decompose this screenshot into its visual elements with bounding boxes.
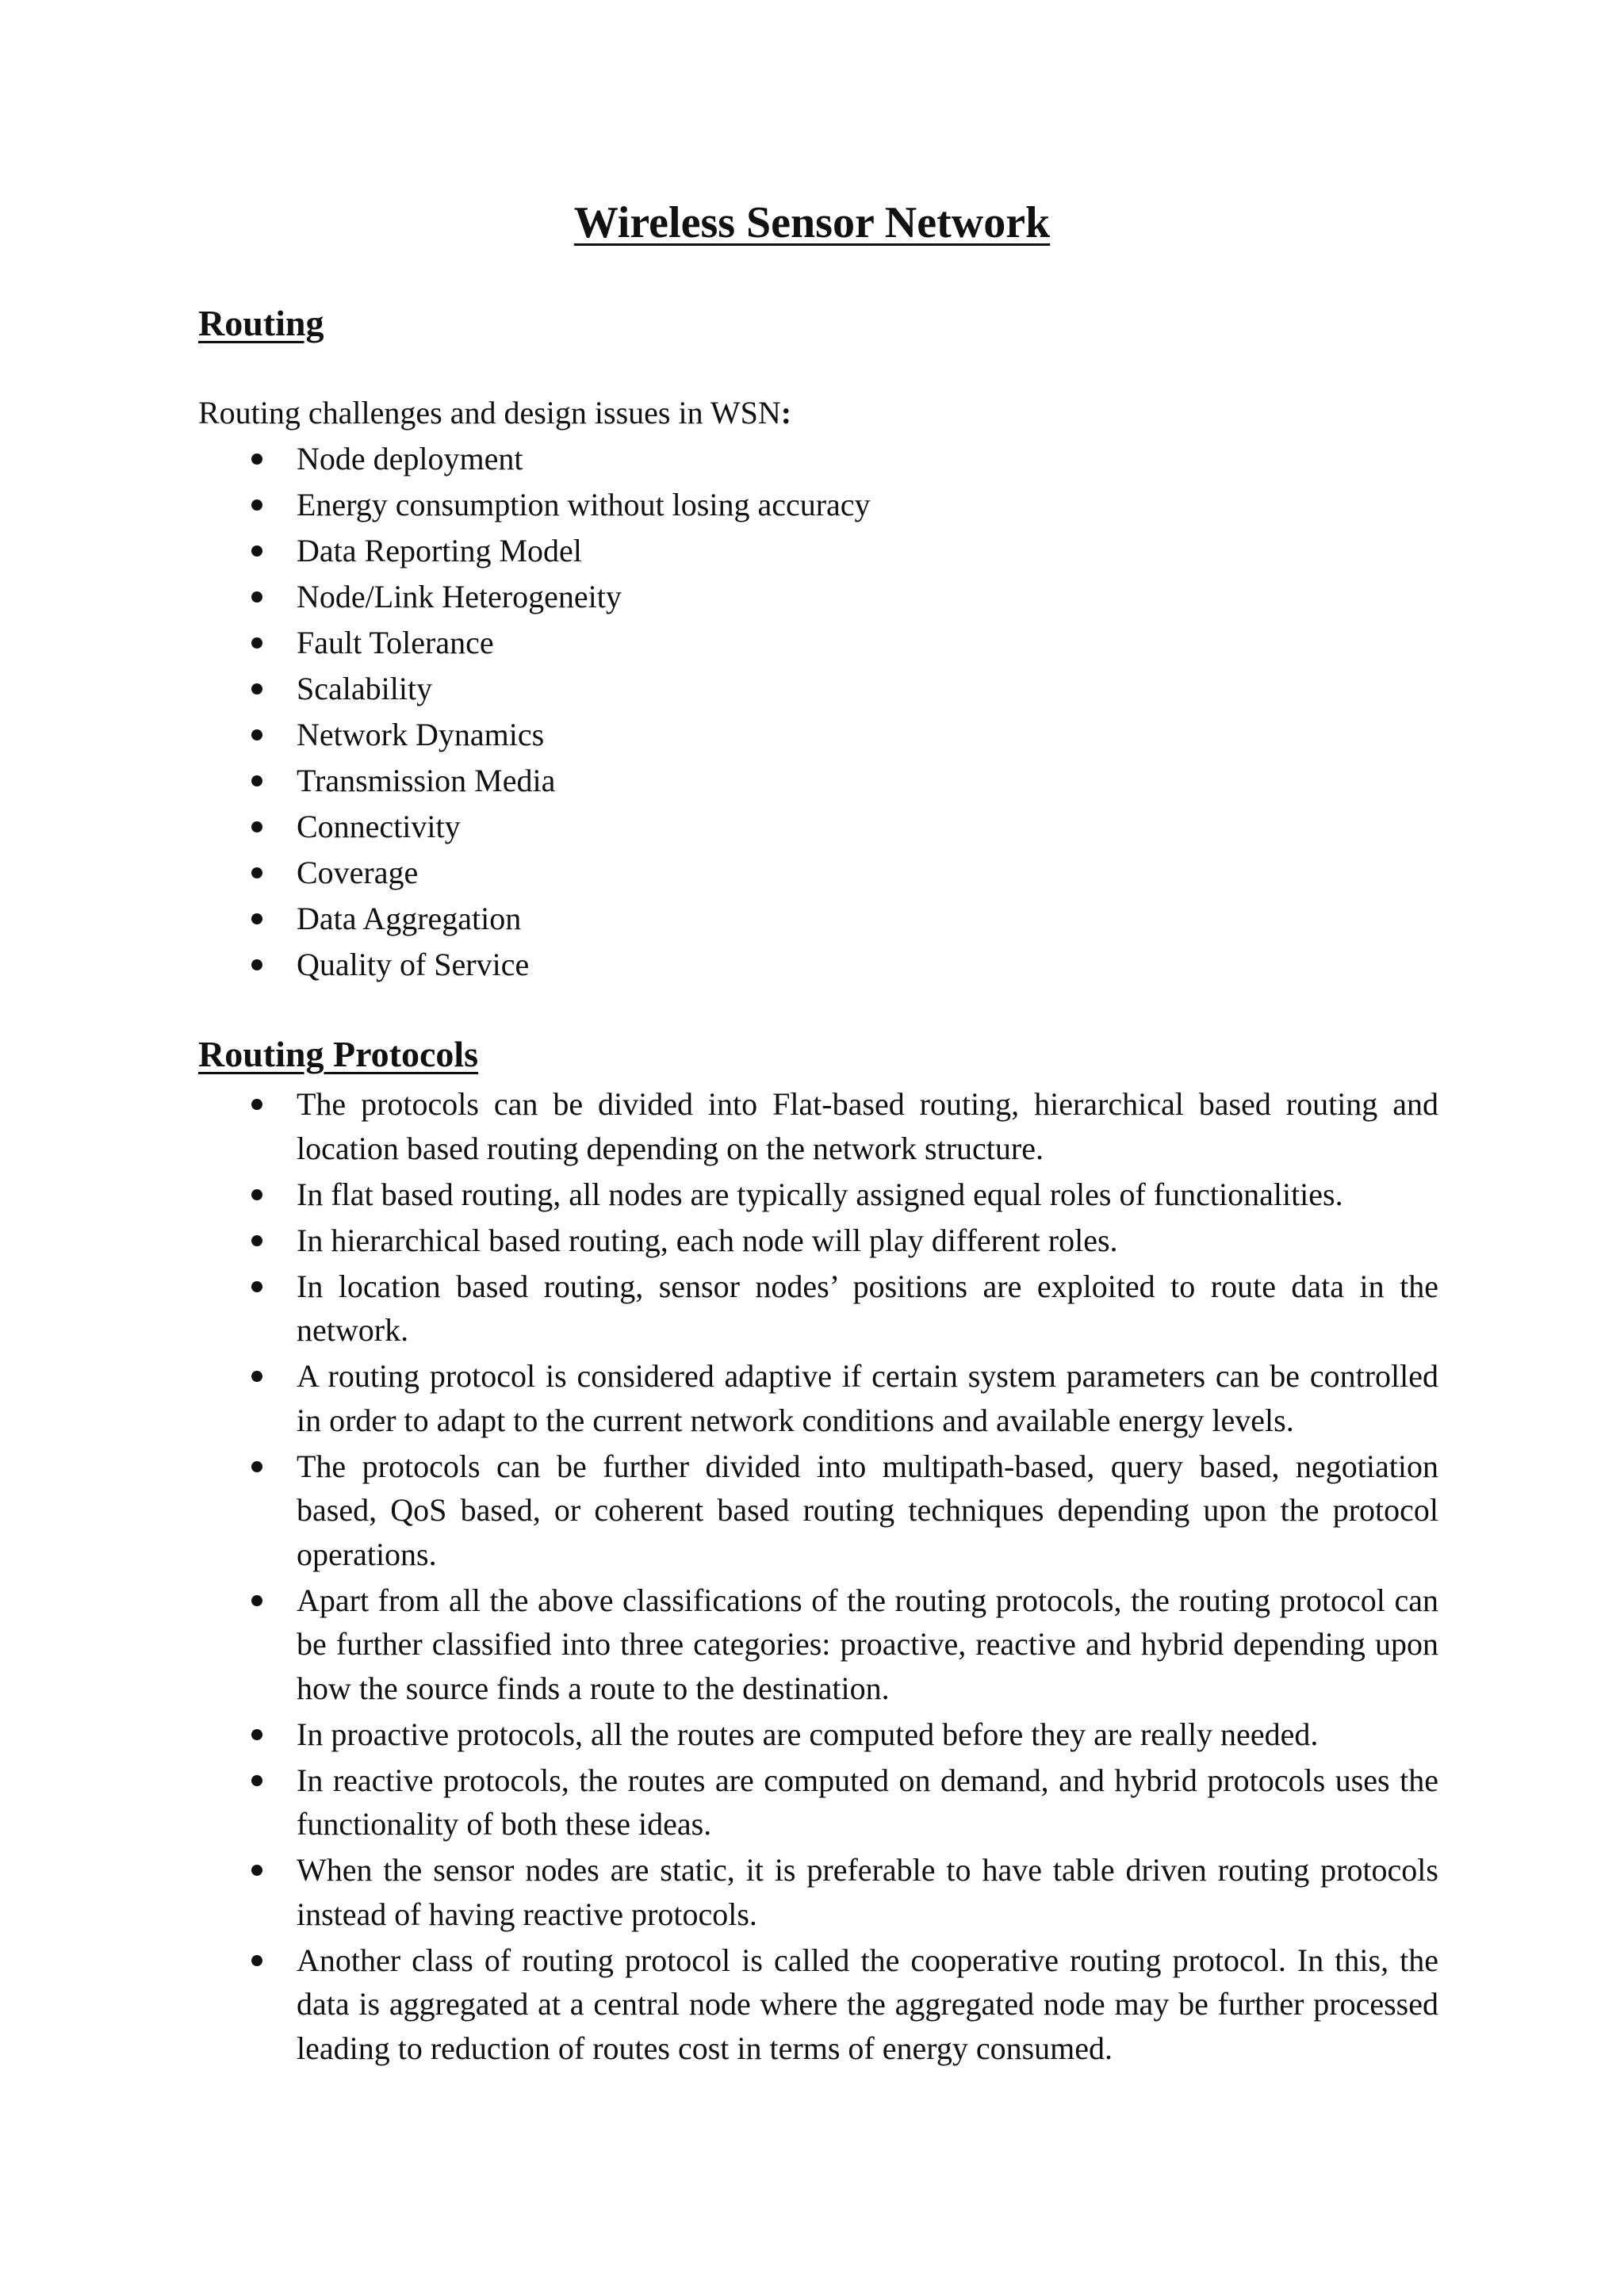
- routing-protocols-list: [0, 1082, 1438, 2072]
- list-item: [0, 758, 871, 804]
- routing-intro-colon: :: [780, 395, 792, 430]
- list-item: [0, 1082, 1438, 1170]
- bullet-icon: [251, 959, 262, 970]
- routing-intro-text: Routing challenges and design issues in WSN: [198, 395, 781, 430]
- list-item-text: Node/Link Heterogeneity: [297, 579, 622, 614]
- list-item: [0, 1445, 1438, 1577]
- list-item: [0, 1173, 1438, 1217]
- bullet-icon: [251, 1189, 262, 1200]
- bullet-icon: [251, 867, 262, 878]
- list-item-text: In flat based routing, all nodes are typically assigned equal roles of functionalities.: [297, 1176, 1343, 1212]
- list-item-text: In hierarchical based routing, each node will play different roles.: [297, 1222, 1118, 1258]
- list-item-text: Coverage: [297, 855, 419, 890]
- list-item: [0, 896, 871, 942]
- list-item-text: Connectivity: [297, 809, 461, 844]
- list-item-text: Apart from all the above classifications of the routing protocols, the routing protocol can be further classified into three categories: proactive, reactive and hybrid depending upon how the source finds a route to the destination.: [297, 1582, 1438, 1706]
- list-item: [0, 620, 871, 666]
- bullet-icon: [251, 775, 262, 786]
- bullet-icon: [251, 821, 262, 832]
- list-item: [0, 1219, 1438, 1263]
- list-item-text: Another class of routing protocol is called the cooperative routing protocol. In this, the data is aggregated at a central node where the aggregated node may be further processed leading to reduction of routes cost in terms of energy consumed.: [297, 1942, 1438, 2066]
- list-item-text: The protocols can be divided into Flat-based routing, hierarchical based routing and location based routing depending on the network structure.: [297, 1086, 1438, 1166]
- list-item: [0, 712, 871, 758]
- bullet-icon: [251, 729, 262, 740]
- list-item: [0, 942, 871, 988]
- bullet-icon: [251, 1371, 262, 1382]
- list-item-text: In location based routing, sensor nodes’ positions are exploited to route data in the network.: [297, 1268, 1438, 1348]
- document-title-text: Wireless Sensor Network: [573, 198, 1051, 247]
- list-item-text: Energy consumption without losing accuracy: [297, 487, 871, 522]
- list-item: [0, 850, 871, 896]
- list-item-text: In reactive protocols, the routes are computed on demand, and hybrid protocols uses the functionality of both these ideas.: [297, 1762, 1438, 1842]
- bullet-icon: [251, 1099, 262, 1110]
- list-item: [0, 1354, 1438, 1442]
- list-item-text: Fault Tolerance: [297, 625, 494, 660]
- bullet-icon: [251, 1955, 262, 1966]
- list-item-text: Network Dynamics: [297, 717, 545, 752]
- list-item: [0, 528, 871, 574]
- bullet-icon: [251, 1729, 262, 1740]
- bullet-icon: [251, 1865, 262, 1876]
- routing-intro: [198, 390, 791, 436]
- list-item-text: Scalability: [297, 671, 433, 706]
- routing-heading: Routing: [198, 303, 324, 343]
- list-item-text: Transmission Media: [297, 763, 556, 798]
- document-title: [0, 194, 1624, 251]
- bullet-icon: [251, 683, 262, 695]
- routing-protocols-heading: Routing Protocols: [198, 1034, 479, 1074]
- bullet-icon: [251, 913, 262, 924]
- list-item: [0, 574, 871, 620]
- list-item-text: Quality of Service: [297, 947, 530, 982]
- list-item: [0, 804, 871, 850]
- bullet-icon: [251, 591, 262, 603]
- list-item: [0, 1938, 1438, 2071]
- bullet-icon: [251, 1235, 262, 1246]
- list-item: [0, 482, 871, 528]
- bullet-icon: [251, 1775, 262, 1786]
- bullet-icon: [251, 499, 262, 511]
- list-item-text: Data Reporting Model: [297, 533, 582, 568]
- list-item: [0, 666, 871, 712]
- list-item: [0, 1848, 1438, 1936]
- list-item: [0, 1712, 1438, 1757]
- list-item: [0, 436, 871, 482]
- list-item-text: Data Aggregation: [297, 901, 522, 936]
- bullet-icon: [251, 545, 262, 557]
- list-item-text: A routing protocol is considered adaptive if certain system parameters can be controlled in order to adapt to the current network conditions and available energy levels.: [297, 1358, 1438, 1438]
- routing-challenges-list: [0, 436, 871, 988]
- list-item-text: In proactive protocols, all the routes are computed before they are really needed.: [297, 1716, 1319, 1752]
- list-item: [0, 1578, 1438, 1711]
- list-item-text: The protocols can be further divided into multipath-based, query based, negotiation based, QoS based, or coherent based routing techniques depending upon the protocol operations.: [297, 1448, 1438, 1572]
- list-item-text: Node deployment: [297, 441, 523, 476]
- bullet-icon: [251, 637, 262, 649]
- list-item: [0, 1265, 1438, 1353]
- bullet-icon: [251, 1461, 262, 1472]
- list-item: [0, 1758, 1438, 1846]
- bullet-icon: [251, 1281, 262, 1292]
- bullet-icon: [251, 1595, 262, 1606]
- list-item-text: When the sensor nodes are static, it is preferable to have table driven routing protocols instead of having reactive protocols.: [297, 1852, 1438, 1932]
- bullet-icon: [251, 453, 262, 465]
